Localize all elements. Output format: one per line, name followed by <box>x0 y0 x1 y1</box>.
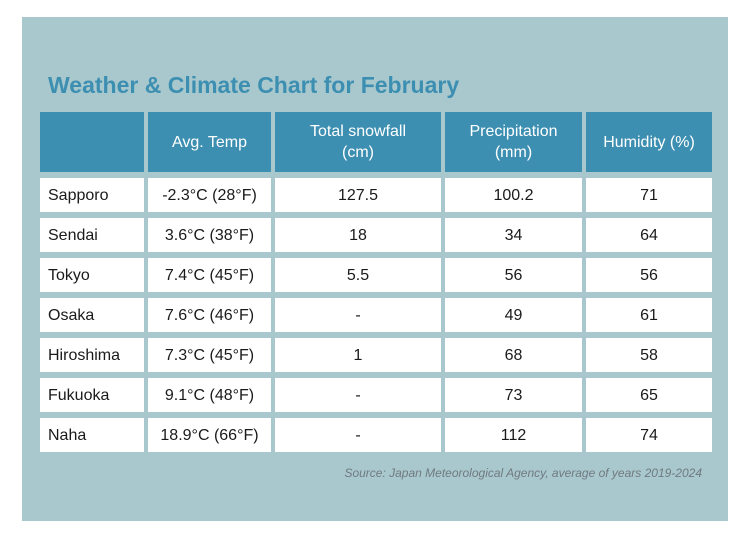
table-cell: 71 <box>586 178 712 212</box>
table-cell: 65 <box>586 378 712 412</box>
table-cell: 100.2 <box>445 178 582 212</box>
table-cell: - <box>275 378 441 412</box>
table-cell: 112 <box>445 418 582 452</box>
climate-table <box>40 112 712 452</box>
column-header: Avg. Temp <box>148 112 271 172</box>
table-cell: 61 <box>586 298 712 332</box>
table-cell: 7.3°C (45°F) <box>148 338 271 372</box>
table-cell: 9.1°C (48°F) <box>148 378 271 412</box>
city-name: Sendai <box>40 218 144 252</box>
table-cell: - <box>275 298 441 332</box>
column-header <box>40 112 144 172</box>
table-cell: 18.9°C (66°F) <box>148 418 271 452</box>
table-cell: 7.6°C (46°F) <box>148 298 271 332</box>
source-note: Source: Japan Meteorological Agency, average of years 2019-2024 <box>344 466 702 480</box>
table-cell: 5.5 <box>275 258 441 292</box>
column-header: Humidity (%) <box>586 112 712 172</box>
city-name: Osaka <box>40 298 144 332</box>
table-cell: 73 <box>445 378 582 412</box>
page-title: Weather & Climate Chart for February <box>48 72 460 98</box>
table-cell: 1 <box>275 338 441 372</box>
table-cell: 68 <box>445 338 582 372</box>
city-name: Sapporo <box>40 178 144 212</box>
city-name: Fukuoka <box>40 378 144 412</box>
table-cell: 64 <box>586 218 712 252</box>
table-cell: 3.6°C (38°F) <box>148 218 271 252</box>
table-cell: 74 <box>586 418 712 452</box>
table-cell: - <box>275 418 441 452</box>
column-header: Precipitation (mm) <box>445 112 582 172</box>
table-cell: 34 <box>445 218 582 252</box>
table-cell: 127.5 <box>275 178 441 212</box>
city-name: Hiroshima <box>40 338 144 372</box>
table-cell: -2.3°C (28°F) <box>148 178 271 212</box>
city-name: Naha <box>40 418 144 452</box>
table-cell: 7.4°C (45°F) <box>148 258 271 292</box>
table-cell: 58 <box>586 338 712 372</box>
table-cell: 18 <box>275 218 441 252</box>
city-name: Tokyo <box>40 258 144 292</box>
table-cell: 56 <box>586 258 712 292</box>
table-cell: 56 <box>445 258 582 292</box>
column-header: Total snowfall (cm) <box>275 112 441 172</box>
table-cell: 49 <box>445 298 582 332</box>
